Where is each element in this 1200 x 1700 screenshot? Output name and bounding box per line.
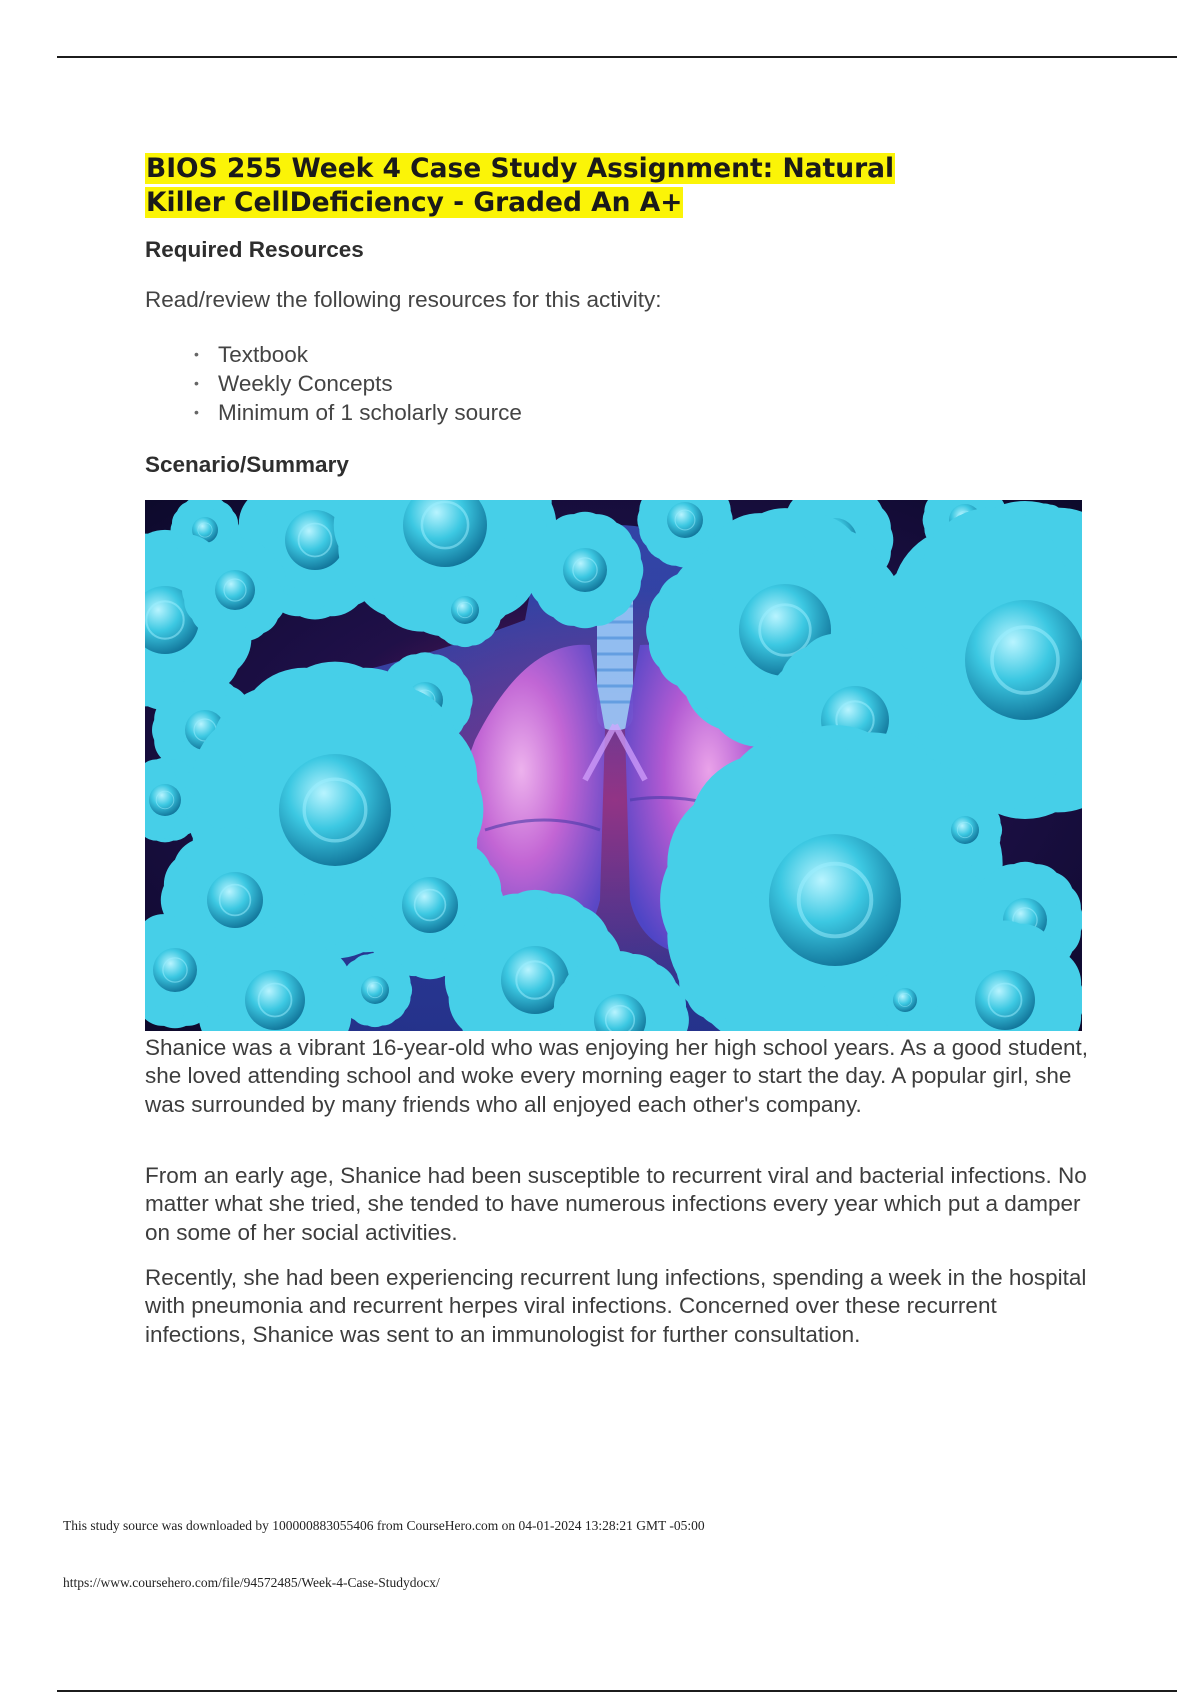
- scenario-paragraph-2: From an early age, Shanice had been susceptible to recurrent viral and bacterial infections. No matter what she tried, she tended to have numerous infections every year which put a damper on some of her social activities.: [145, 1163, 1087, 1245]
- bottom-rule: [57, 1690, 1177, 1692]
- lungs-virus-illustration: [145, 500, 1082, 1031]
- scenario-heading: Scenario/Summary: [145, 452, 349, 477]
- list-item: [190, 398, 522, 427]
- list-item-text: Textbook: [218, 342, 309, 367]
- list-item: [190, 340, 522, 369]
- list-item-text: Weekly Concepts: [218, 371, 393, 396]
- bullet-icon: •: [194, 346, 199, 362]
- source-url[interactable]: https://www.coursehero.com/file/94572485/Week-4-Case-Studydocx/: [63, 1575, 440, 1590]
- bullet-icon: •: [194, 375, 199, 391]
- scenario-paragraph-3: Recently, she had been experiencing recurrent lung infections, spending a week in the hospital with pneumonia and recurrent herpes viral infections. Concerned over these recurrent infections, Shanice was sent to an immunologist for further consultation.: [145, 1265, 1087, 1347]
- top-rule: [57, 56, 1177, 58]
- list-item-text: Minimum of 1 scholarly source: [218, 400, 522, 425]
- list-item: [190, 369, 522, 398]
- document-title: BIOS 255 Week 4 Case Study Assignment: Natural Killer CellDeficiency - Graded An A+: [146, 153, 895, 218]
- scenario-paragraph-1: Shanice was a vibrant 16-year-old who was enjoying her high school years. As a good student, she loved attending school and woke every morning eager to start the day. A popular girl, she was surrounded by many friends who all enjoyed each other's company.: [145, 1035, 1089, 1117]
- required-resources-heading: Required Resources: [145, 237, 364, 262]
- resources-list: [190, 340, 522, 427]
- resources-intro: Read/review the following resources for this activity:: [145, 287, 662, 312]
- download-note: This study source was downloaded by 100000883055406 from CourseHero.com on 04-01-2024 13:28:21 GMT -05:00: [63, 1518, 705, 1533]
- bullet-icon: •: [194, 404, 199, 420]
